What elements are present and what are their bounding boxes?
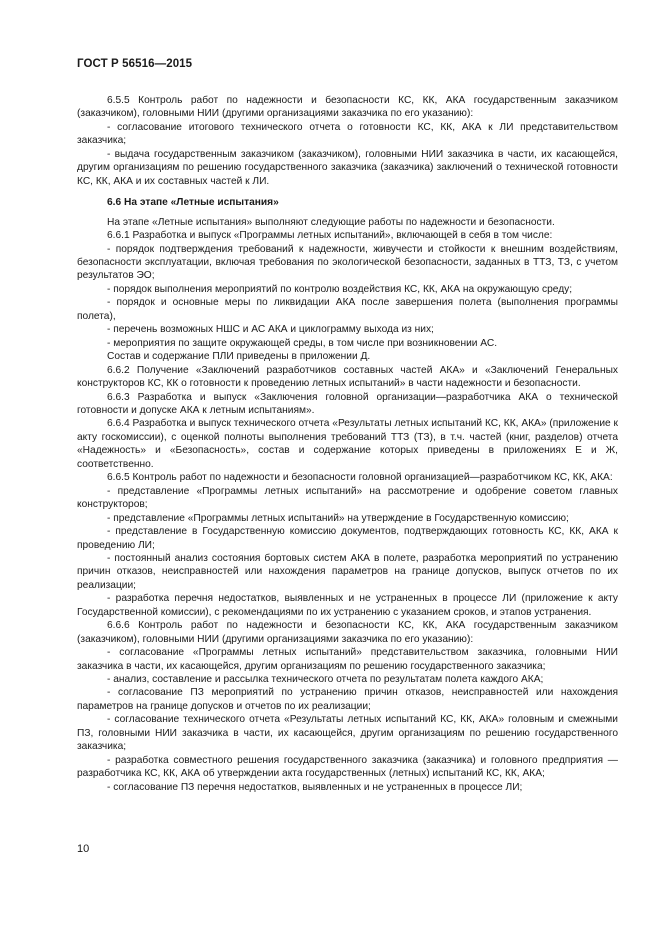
- list-item: - представление «Программы летных испытаний» на рассмотрение и одобрение советом главных конструкторов;: [77, 485, 618, 511]
- section-heading: 6.6 На этапе «Летные испытания»: [107, 197, 279, 209]
- paragraph: 6.6.3 Разработка и выпуск «Заключения головной организации—разработчика АКА о технической готовности и допуске АКА к летным испытаниям».: [77, 391, 618, 416]
- list-item: - анализ, составление и рассылка технического отчета по результатам полета каждого АКА;: [107, 674, 544, 686]
- paragraph: 6.6.2 Получение «Заключений разработчиков составных частей АКА» и «Заключений Генеральных конструкторов КС, КК о готовности к проведению летных испытаний» в части надежности и безопасности.: [77, 364, 618, 390]
- list-item: - согласование технического отчета «Результаты летных испытаний КС, КК, АКА» головным и смежными ПЗ, головными НИИ заказчика в части, их касающейся, другим организациям по решению государственного заказчика;: [77, 714, 618, 753]
- paragraph: 6.5.5 Контроль работ по надежности и безопасности КС, КК, АКА государственным заказчиком (заказчиком), головными НИИ (другими организациями заказчика по его указанию):: [77, 95, 618, 120]
- list-item: - согласование ПЗ перечня недостатков, выявленных и не устраненных в процессе ЛИ;: [107, 781, 523, 793]
- list-item: - порядок и основные меры по ликвидации АКА после завершения полета (выполнения программы полета),: [77, 297, 618, 322]
- list-item: - мероприятия по защите окружающей среды, в том числе при возникновении АС.: [107, 337, 498, 349]
- document-body: [77, 94, 618, 794]
- list-item: - постоянный анализ состояния бортовых систем АКА в полете, разработка мероприятий по устранению причин отказов, неисправностей или нахождения параметров на границе допусков, выпуск отчетов по их реализации;: [77, 552, 618, 591]
- list-item: - представление в Государственную комиссию документов, подтверждающих готовность КС, КК, АКА к проведению ЛИ;: [77, 526, 618, 551]
- list-item: - согласование ПЗ мероприятий по устранению причин отказов, неисправностей или нахождения параметров на границе допусков и отчетов по их реализации;: [77, 687, 618, 712]
- paragraph: Состав и содержание ПЛИ приведены в приложении Д.: [107, 351, 371, 363]
- paragraph: На этапе «Летные испытания» выполняют следующие работы по надежности и безопасности.: [107, 216, 555, 228]
- list-item: - выдача государственным заказчиком (заказчиком), головными НИИ заказчика в части, их касающейся, другим организациям по решению государственного заказчика (заказчика) заключений о технической готовности КС, КК, АКА и их составных частей к ЛИ.: [77, 148, 618, 187]
- document-header: ГОСТ Р 56516—2015: [77, 58, 193, 70]
- list-item: - разработка перечня недостатков, выявленных и не устраненных в процессе ЛИ (приложение к акту Государственной комиссии), с рекомендациями по их устранению с указанием сроков, и этапов устранения.: [77, 593, 618, 618]
- list-item: - порядок подтверждения требований к надежности, живучести и стойкости к внешним воздействиям, безопасности эксплуатации, включая требования по экологической безопасности, заданных в ТТЗ, ТЗ, с учетом результатов ЭО;: [77, 243, 618, 282]
- list-item: - порядок выполнения мероприятий по контролю воздействия КС, КК, АКА на окружающую среду;: [107, 283, 573, 295]
- list-item: - разработка совместного решения государственного заказчика (заказчика) и головного предприятия — разработчика КС, КК, АКА об утверждении акта государственных (летных) испытаний КС, КК, АКА;: [77, 754, 618, 780]
- paragraph: 6.6.1 Разработка и выпуск «Программы летных испытаний», включающей в себя в том числе:: [107, 230, 553, 242]
- page-number: 10: [77, 843, 90, 855]
- list-item: - согласование итогового технического отчета о готовности КС, КК, АКА к ЛИ представительством заказчика;: [77, 121, 618, 147]
- list-item: - перечень возможных НШС и АС АКА и циклограмму выхода из них;: [107, 324, 434, 336]
- list-item: - согласование «Программы летных испытаний» представительством заказчика, головными НИИ заказчика в части, их касающейся, другим организациям по решению государственного заказчика;: [77, 647, 618, 672]
- paragraph: 6.6.4 Разработка и выпуск технического отчета «Результаты летных испытаний КС, КК, АКА» (приложение к акту госкомиссии), с оценкой полноты выполнения требований ТТЗ (ТЗ), в т.ч. частей (книг, разделов) отчета «Надежность» и «Безопасность», состав и содержание которых приведены в приложениях Е и Ж, соответственно.: [77, 418, 618, 470]
- paragraph: 6.6.6 Контроль работ по надежности и безопасности КС, КК, АКА государственным заказчиком (заказчиком), головными НИИ (другими организациями заказчика по его указанию):: [77, 620, 618, 645]
- paragraph: 6.6.5 Контроль работ по надежности и безопасности головной организацией—разработчиком КС, КК, АКА:: [107, 472, 613, 484]
- list-item: - представление «Программы летных испытаний» на утверждение в Государственную комиссию;: [107, 512, 569, 524]
